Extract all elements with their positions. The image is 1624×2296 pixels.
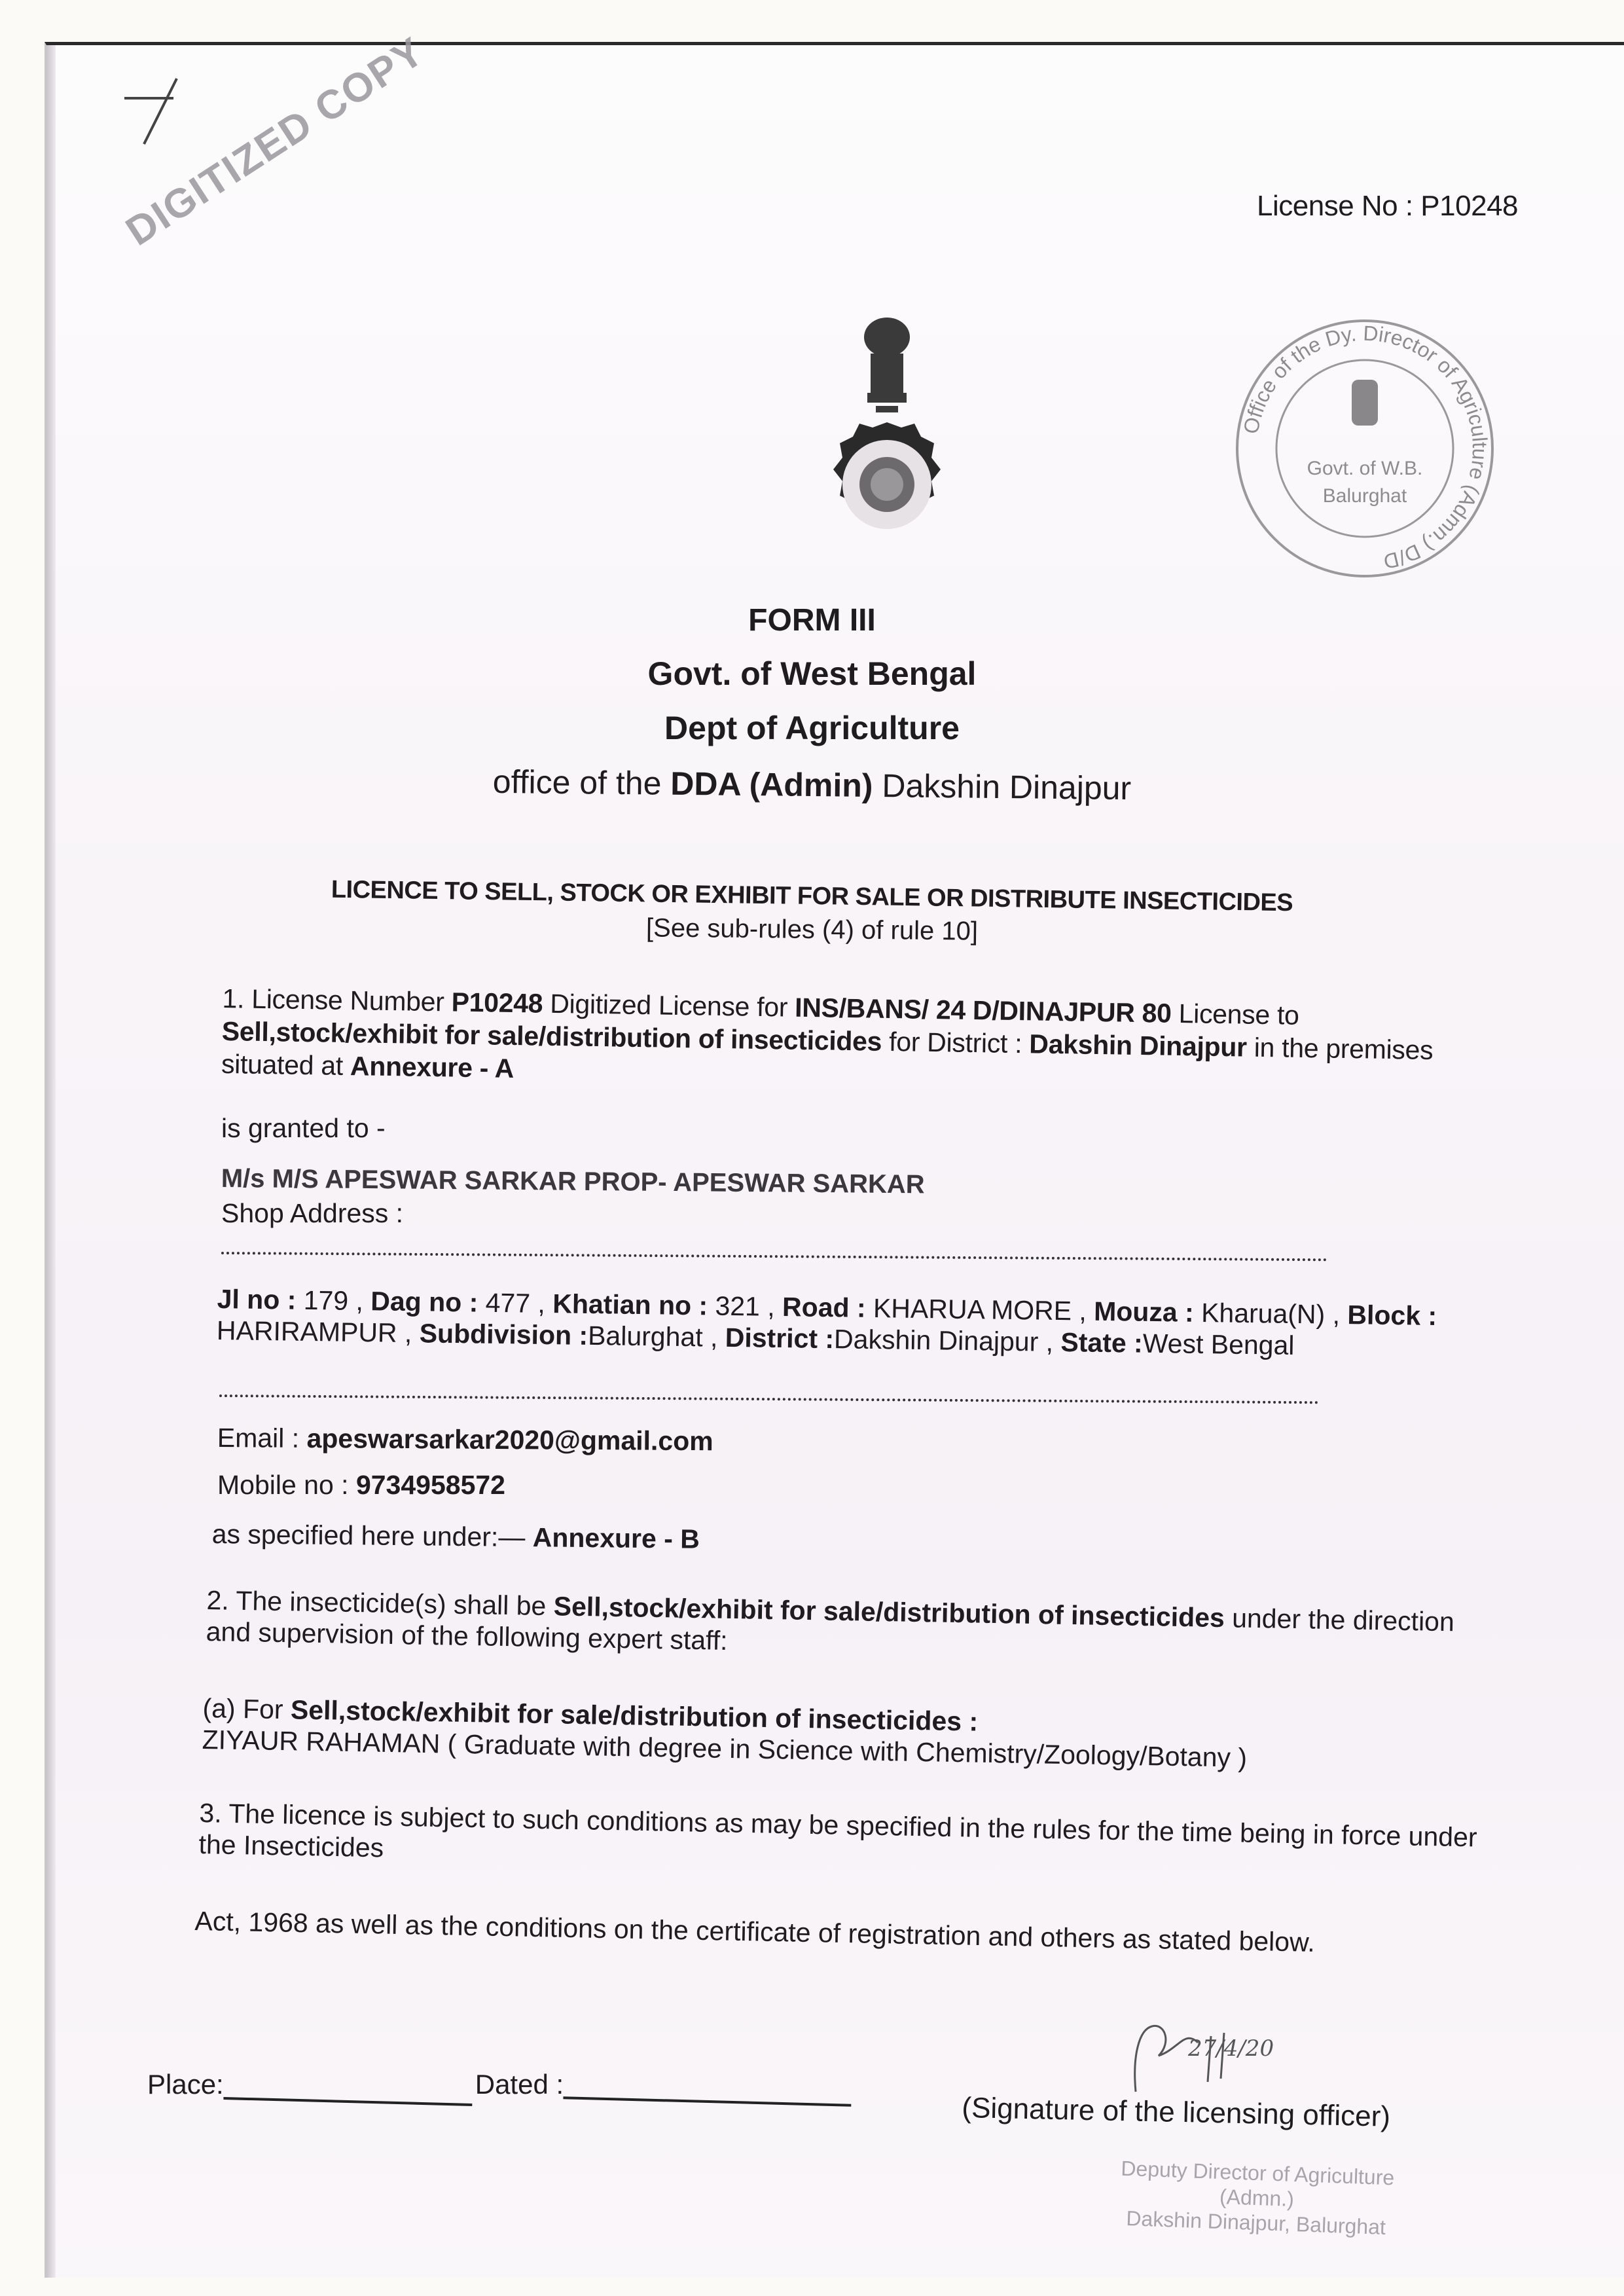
place-field [223, 2066, 473, 2106]
jl-value: 179 , [296, 1285, 371, 1317]
email-label: Email : [217, 1423, 307, 1453]
dag-label: Dag no : [370, 1286, 478, 1318]
paragraph-1 [221, 982, 1466, 1100]
mobile-label: Mobile no : [217, 1470, 356, 1500]
signature-label: (Signature of the licensing officer) [961, 2092, 1391, 2133]
govt-heading: Govt. of West Bengal [647, 655, 977, 692]
mobile-value: 9734958572 [355, 1470, 505, 1500]
dated-label: Dated : [475, 2069, 564, 2100]
digitized-copy-watermark: DIGITIZED COPY [118, 28, 433, 255]
stamp-line: Dakshin Dinajpur, Balurghat [1125, 2206, 1386, 2239]
dated-field [564, 2065, 852, 2107]
road-value: KHARUA MORE , [865, 1292, 1094, 1326]
p2-text: 2. The insecticide(s) shall be [206, 1584, 554, 1622]
seal-place-text: Balurghat [1322, 485, 1407, 507]
office-dda: DDA (Admin) [670, 765, 873, 804]
p1-license-number: P10248 [451, 987, 543, 1019]
jl-label: Jl no : [217, 1283, 297, 1315]
khatian-label: Khatian no : [552, 1288, 708, 1321]
annexure-b: Annexure - B [532, 1522, 700, 1554]
subdivision-label: Subdivision : [419, 1318, 588, 1351]
place-label: Place: [147, 2069, 224, 2100]
officer-signature [1126, 2016, 1322, 2095]
firm-name: M/s M/S APESWAR SARKAR PROP- APESWAR SARKAR [221, 1164, 925, 1199]
p1-license-type: Sell,stock/exhibit for sale/distribution of insecticides [221, 1015, 882, 1057]
granted-to-label: is granted to - [221, 1113, 386, 1143]
mouza-label: Mouza : [1093, 1296, 1195, 1328]
officer-designation-stamp [1059, 2154, 1454, 2242]
p1-text: 1. License Number [222, 983, 452, 1017]
p2-text: under the direction and supervision of the following expert staff: [206, 1603, 1455, 1656]
p1-text: in the premises situated at [221, 1032, 1434, 1082]
expert-staff: ZIYAUR RAHAMAN ( Graduate with degree in Science with Chemistry/Zoology/Botany ) [202, 1724, 1248, 1773]
email-value: apeswarsarkar2020@gmail.com [306, 1423, 713, 1457]
pa-text: (a) For [202, 1692, 291, 1725]
subdivision-value: Balurghat , [587, 1320, 726, 1353]
email-line [217, 1423, 713, 1457]
p1-district: Dakshin Dinajpur [1029, 1029, 1248, 1063]
paragraph-4: Act, 1968 as well as the conditions on the certificate of registration and others as stated below. [194, 1905, 1316, 1958]
p1-annexure: Annexure - A [350, 1051, 514, 1084]
specified-line [212, 1519, 700, 1555]
office-prefix: office of the [492, 763, 671, 802]
pa-license-type: Sell,stock/exhibit for sale/distribution of insecticides : [290, 1694, 979, 1737]
mouza-value: Kharua(N) , [1193, 1297, 1348, 1330]
state-label: State : [1060, 1327, 1144, 1358]
block-value: HARIRAMPUR , [216, 1315, 420, 1349]
stamp-line: (Admn.) [1219, 2185, 1295, 2211]
shop-address-label: Shop Address : [221, 1198, 404, 1228]
paragraph-3: 3. The licence is subject to such conditions as may be specified in the rules for the time being in force under the Insecticides [198, 1797, 1477, 1863]
district-value: Dakshin Dinajpur , [833, 1324, 1061, 1357]
p1-text: Digitized License for [542, 988, 795, 1023]
dept-heading: Dept of Agriculture [664, 710, 960, 746]
specified-label: as specified here under:— [211, 1519, 533, 1553]
sub-rule-reference: [See sub-rules (4) of rule 10] [645, 913, 979, 946]
district-label: District : [725, 1322, 835, 1355]
state-value: West Bengal [1142, 1328, 1295, 1360]
place-date-row [147, 2069, 852, 2103]
p1-text: for District : [881, 1026, 1030, 1059]
state-emblem-icon [805, 308, 969, 596]
khatian-value: 321 , [707, 1290, 783, 1322]
stamp-line: Deputy Director of Agriculture [1120, 2156, 1395, 2190]
signature-date: 27/4/20 [1188, 2035, 1274, 2062]
p1-text: License to [1171, 998, 1299, 1030]
office-seal-stamp [1227, 311, 1502, 586]
p1-license-code: INS/BANS/ 24 D/DINAJPUR 80 [794, 992, 1172, 1029]
form-title: FORM III [748, 603, 876, 638]
handwritten-tick-mark [118, 65, 209, 164]
road-label: Road : [782, 1292, 866, 1323]
seal-outer-text: Office of the Dy. Director of Agriculture (Admn.) D/D [1238, 321, 1492, 574]
block-label: Block : [1347, 1300, 1437, 1332]
licence-title: LICENCE TO SELL, STOCK OR EXHIBIT FOR SALE OR DISTRIBUTE INSECTICIDES [331, 875, 1293, 917]
office-suffix: Dakshin Dinajpur [873, 767, 1132, 807]
seal-govt-text: Govt. of W.B. [1307, 458, 1423, 479]
mobile-line [217, 1470, 505, 1501]
dag-value: 477 , [477, 1287, 553, 1319]
page-edge-shadow [46, 45, 56, 2278]
p2-license-type: Sell,stock/exhibit for sale/distribution of insecticides [553, 1591, 1225, 1633]
license-number-header: License No : P10248 [1257, 190, 1519, 222]
